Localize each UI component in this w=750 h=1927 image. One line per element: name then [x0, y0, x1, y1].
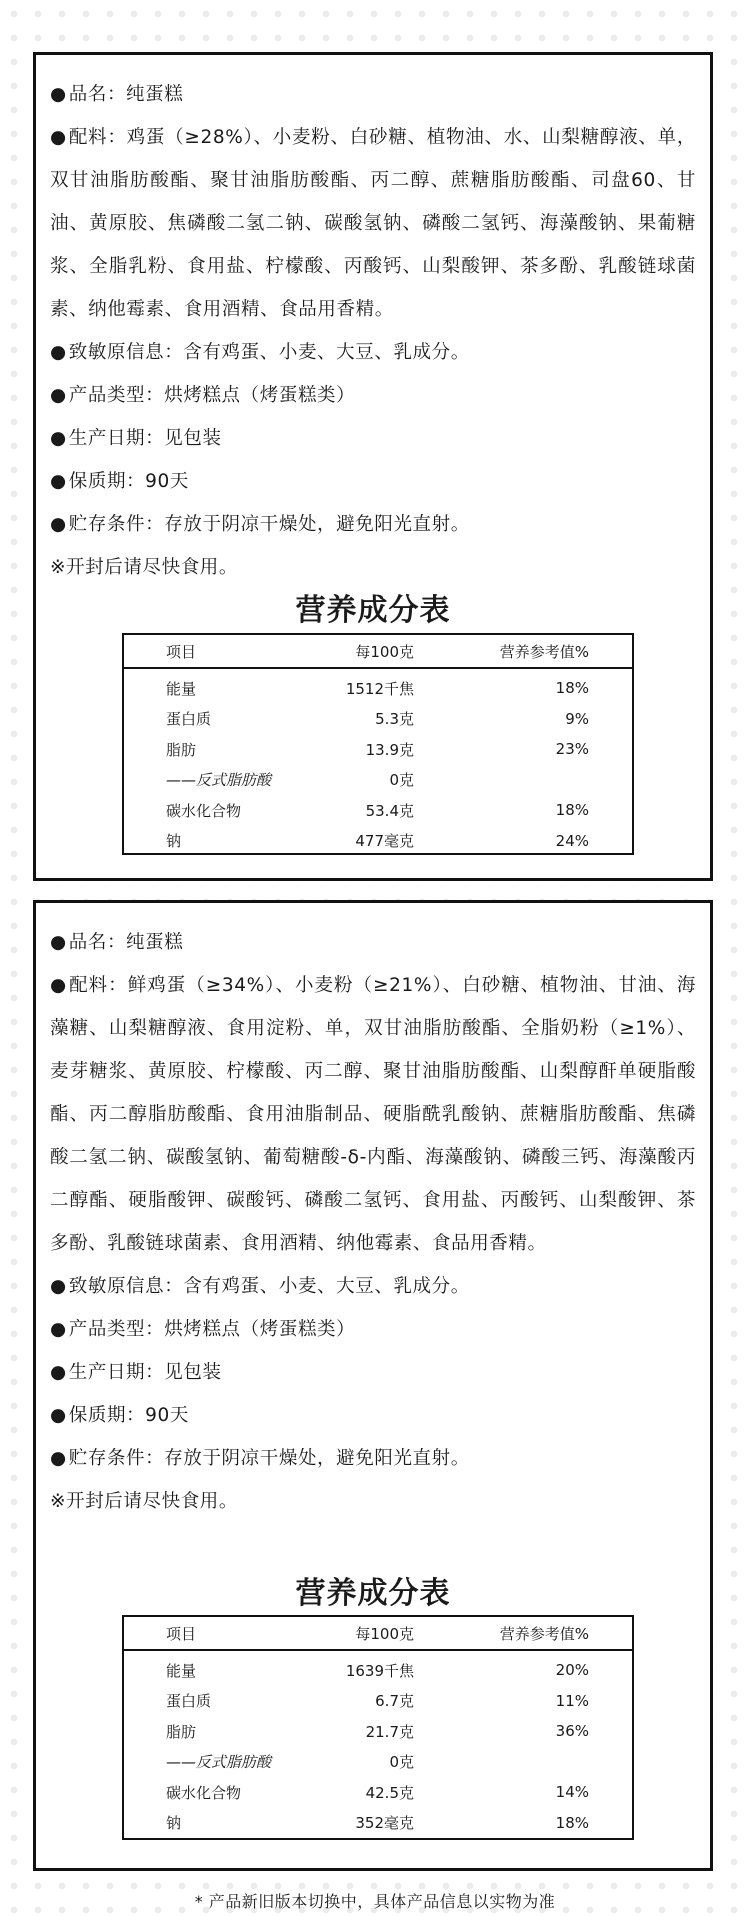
nutrient-name: 钠	[166, 832, 182, 851]
nutrient-value: 0克	[389, 771, 414, 790]
nutrient-name: 钠	[166, 1814, 182, 1833]
nutrition-header-row	[124, 1617, 632, 1651]
nutrition-table	[122, 633, 634, 855]
table-row	[124, 1686, 632, 1717]
nutrient-name: 蛋白质	[166, 710, 212, 729]
table-row	[124, 1655, 632, 1686]
nutrient-name: 碳水化合物	[166, 1783, 242, 1802]
nutrient-name: ——反式脂肪酸	[166, 1753, 272, 1772]
nutrient-value: 21.7克	[365, 1722, 414, 1741]
nutrient-name: 能量	[166, 679, 197, 698]
nutrient-value: 1639千焦	[345, 1661, 414, 1680]
ingredients-line: ● 配料：鲜鸡蛋（≥34%）、小麦粉（≥21%）、白砂糖、植物油、甘油、海藻糖、山梨糖醇液、食用淀粉、单，双甘油脂肪酸酯、全脂奶粉（≥1%）、麦芽糖浆、黄原胶、柠檬酸、丙二醇、聚甘油脂肪酸酯、山梨醇酐单硬脂酸酯、丙二醇脂肪酸酯、食用油脂制品、硬脂酰乳酸钠、蔗糖脂肪酸酯、焦磷酸二氢二钠、碳酸氢钠、葡萄糖酸-δ-内酯、海藻酸钠、磷酸三钙、海藻酸丙二醇酯、硬脂酸钾、碳酸钙、磷酸二氢钙、食用盐、丙酸钙、山梨酸钾、茶多酚、乳酸链球菌素、食用酒精、纳他霉素、食品用香精。	[50, 964, 696, 1265]
nutrient-value: 53.4克	[365, 801, 414, 820]
header-per-100g: 每100克	[355, 1624, 414, 1643]
table-row	[124, 826, 632, 857]
product-type-line: ● 产品类型：烘烤糕点（烤蛋糕类）	[50, 374, 696, 417]
nutrient-name: 脂肪	[166, 740, 197, 759]
nutrition-title: 营养成分表	[295, 1576, 451, 1611]
product-info-list	[50, 73, 696, 589]
nutrient-nrv: 36%	[555, 1722, 589, 1741]
nutrient-nrv: 18%	[555, 1813, 589, 1832]
table-row	[124, 765, 632, 796]
nutrient-value: 6.7克	[375, 1692, 414, 1711]
product-name-line: ● 品名：纯蛋糕	[50, 73, 696, 116]
table-row	[124, 1716, 632, 1747]
header-nrv: 营养参考值%	[499, 642, 589, 661]
nutrient-name: ——反式脂肪酸	[166, 771, 272, 790]
table-row	[124, 1747, 632, 1778]
table-row	[124, 1808, 632, 1839]
header-item: 项目	[166, 1624, 197, 1643]
nutrition-header-row	[124, 635, 632, 669]
nutrient-value: 477毫克	[355, 832, 414, 851]
nutrient-nrv: 18%	[555, 679, 589, 698]
nutrient-name: 脂肪	[166, 1722, 197, 1741]
nutrient-nrv: 14%	[555, 1783, 589, 1802]
header-item: 项目	[166, 642, 197, 661]
shelf-life-line: ● 保质期：90天	[50, 1394, 696, 1437]
storage-line: ● 贮存条件：存放于阴凉干燥处，避免阳光直射。	[50, 1437, 696, 1480]
opened-note-line: ※开封后请尽快食用。	[50, 557, 239, 578]
product-name-line: ● 品名：纯蛋糕	[50, 921, 696, 964]
nutrient-value: 5.3克	[375, 710, 414, 729]
nutrition-title: 营养成分表	[295, 593, 451, 628]
production-date-line: ● 生产日期：见包装	[50, 1351, 696, 1394]
table-row	[124, 734, 632, 765]
opened-note-line: ※开封后请尽快食用。	[50, 1491, 239, 1512]
nutrient-nrv: 23%	[555, 740, 589, 759]
shelf-life-line: ● 保质期：90天	[50, 460, 696, 503]
allergen-line: ● 致敏原信息：含有鸡蛋、小麦、大豆、乳成分。	[50, 331, 696, 374]
version-footnote: * 产品新旧版本切换中，具体产品信息以实物为准	[194, 1892, 556, 1911]
nutrient-value: 0克	[389, 1753, 414, 1772]
ingredients-line: ● 配料：鸡蛋（≥28%）、小麦粉、白砂糖、植物油、水、山梨糖醇液、单，双甘油脂肪酸酯、聚甘油脂肪酸酯、丙二醇、蔗糖脂肪酸酯、司盘60、甘油、黄原胶、焦磷酸二氢二钠、碳酸氢钠、磷酸二氢钙、海藻酸钠、果葡糖浆、全脂乳粉、食用盐、柠檬酸、丙酸钙、山梨酸钾、茶多酚、乳酸链球菌素、纳他霉素、食用酒精、食品用香精。	[50, 116, 696, 331]
nutrient-value: 352毫克	[355, 1814, 414, 1833]
product-type-line: ● 产品类型：烘烤糕点（烤蛋糕类）	[50, 1308, 696, 1351]
product-info-list	[50, 921, 696, 1523]
nutrient-nrv: 9%	[565, 709, 589, 728]
nutrient-value: 13.9克	[365, 740, 414, 759]
nutrient-name: 碳水化合物	[166, 801, 242, 820]
nutrient-value: 1512千焦	[345, 679, 414, 698]
table-row	[124, 673, 632, 704]
table-row	[124, 704, 632, 735]
nutrient-value: 42.5克	[365, 1783, 414, 1802]
nutrient-nrv: 11%	[555, 1691, 589, 1710]
nutrient-nrv: 20%	[555, 1661, 589, 1680]
nutrient-nrv: 18%	[555, 801, 589, 820]
header-nrv: 营养参考值%	[499, 1624, 589, 1643]
header-per-100g: 每100克	[355, 642, 414, 661]
nutrient-name: 蛋白质	[166, 1692, 212, 1711]
storage-line: ● 贮存条件：存放于阴凉干燥处，避免阳光直射。	[50, 503, 696, 546]
nutrient-nrv: 24%	[555, 831, 589, 850]
production-date-line: ● 生产日期：见包装	[50, 417, 696, 460]
product-info-panel-old	[33, 52, 713, 881]
allergen-line: ● 致敏原信息：含有鸡蛋、小麦、大豆、乳成分。	[50, 1265, 696, 1308]
nutrient-name: 能量	[166, 1661, 197, 1680]
product-info-panel-new	[33, 900, 713, 1871]
table-row	[124, 795, 632, 826]
table-row	[124, 1777, 632, 1808]
nutrition-table	[122, 1615, 634, 1840]
